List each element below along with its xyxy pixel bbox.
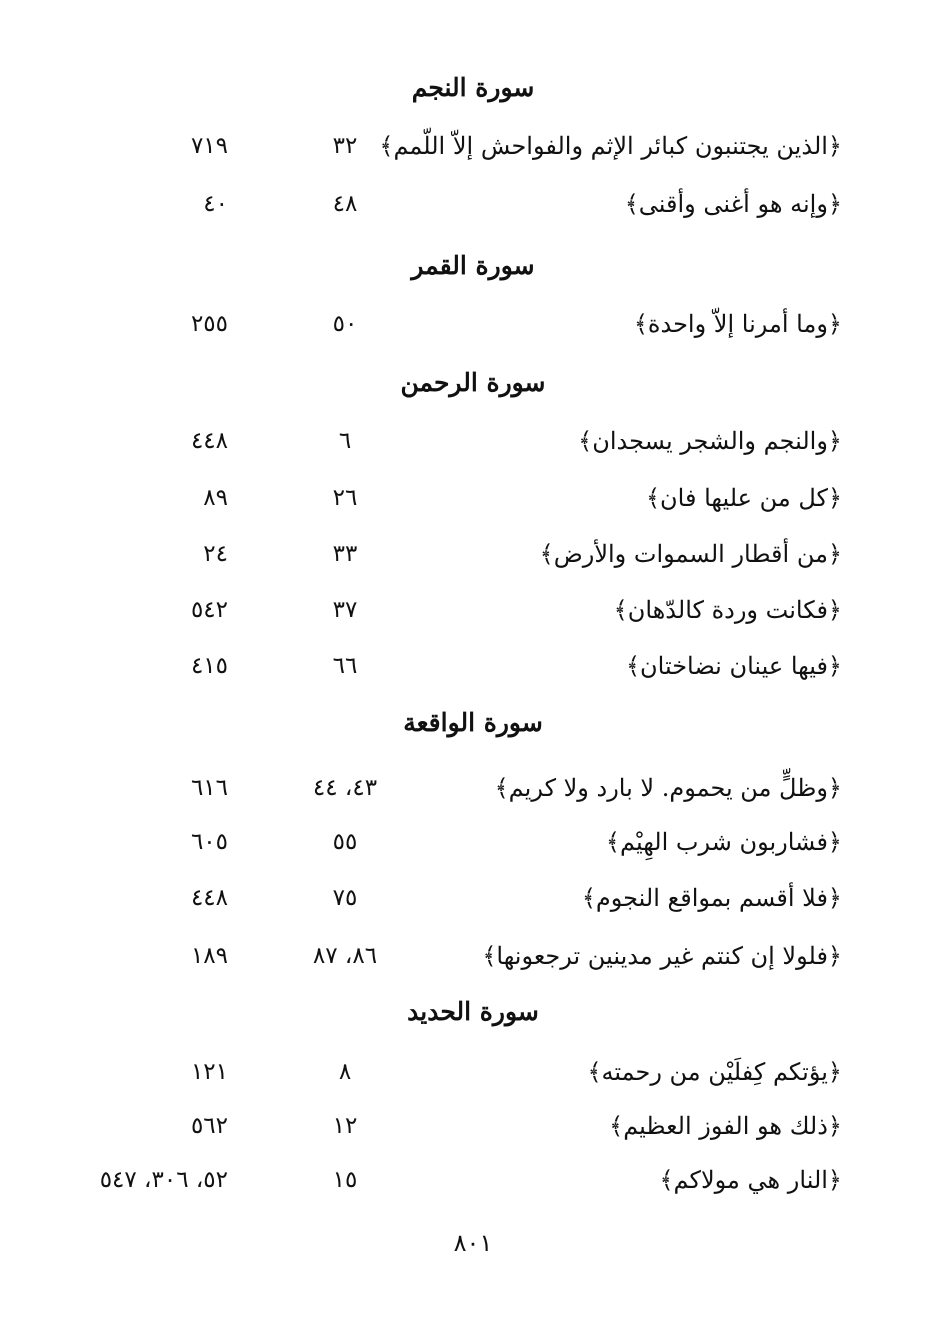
page-reference: ٧١٩	[190, 133, 228, 159]
index-entry	[0, 304, 946, 344]
verse-text: ﴿كل من عليها فان﴾	[645, 484, 842, 512]
index-entry	[0, 936, 946, 976]
verse-text: ﴿وإنه هو أغنى وأقنى﴾	[624, 190, 842, 218]
ayah-number: ٧٥	[332, 885, 358, 911]
verse-text: ﴿من أقطار السموات والأرض﴾	[539, 540, 842, 568]
page-reference: ١٢١	[190, 1059, 228, 1085]
page-reference: ٢٤	[203, 541, 228, 567]
index-entry	[0, 1106, 946, 1146]
ayah-number: ٣٢	[332, 133, 358, 159]
page-reference: ٤٠	[203, 191, 228, 217]
page-reference: ٥٦٢	[190, 1113, 228, 1139]
ayah-number: ٦	[338, 428, 352, 454]
ayah-number: ١٥	[332, 1167, 358, 1193]
index-entry	[0, 822, 946, 862]
page-reference: ٢٥٥	[190, 311, 228, 337]
ayah-number: ١٢	[332, 1113, 358, 1139]
verse-text: ﴿يؤتكم كِفلَيْن من رحمته﴾	[587, 1058, 842, 1086]
page-reference: ٦٠٥	[190, 829, 228, 855]
index-entry	[0, 646, 946, 686]
index-entry	[0, 1052, 946, 1092]
surah-title: سورة الحديد	[407, 997, 539, 1026]
page-number: ٨٠١	[453, 1229, 493, 1257]
ayah-number: ٣٣	[332, 541, 358, 567]
verse-text: ﴿وما أمرنا إلاّ واحدة﴾	[633, 310, 842, 338]
ayah-number: ٥٥	[332, 829, 358, 855]
surah-title: سورة القمر	[411, 251, 535, 280]
page-reference: ٨٩	[203, 485, 228, 511]
ayah-number: ٥٠	[332, 311, 358, 337]
surah-title: سورة الرحمن	[400, 368, 546, 397]
ayah-number: ٨	[338, 1059, 352, 1085]
index-entry	[0, 421, 946, 461]
index-entry	[0, 126, 946, 166]
verse-text: ﴿فلولا إن كنتم غير مدينين ترجعونها﴾	[482, 942, 842, 970]
ayah-number: ٢٦	[332, 485, 358, 511]
page-reference: ٤١٥	[190, 653, 228, 679]
ayah-number: ٤٣، ٤٤	[312, 775, 378, 801]
verse-text: ﴿فلا أقسم بمواقع النجوم﴾	[581, 884, 842, 912]
index-entry	[0, 590, 946, 630]
ayah-number: ٨٦، ٨٧	[312, 943, 378, 969]
page-reference: ٥٤٢	[190, 597, 228, 623]
page-reference: ٤٤٨	[190, 885, 228, 911]
ayah-number: ٤٨	[332, 191, 358, 217]
verse-text: ﴿ذلك هو الفوز العظيم﴾	[609, 1112, 842, 1140]
verse-text: ﴿فيها عينان نضاختان﴾	[625, 652, 842, 680]
verse-text: ﴿والنجم والشجر يسجدان﴾	[578, 427, 842, 455]
page-reference: ١٨٩	[190, 943, 228, 969]
surah-title: سورة النجم	[411, 73, 535, 102]
verse-text: ﴿فكانت وردة كالدّهان﴾	[613, 596, 842, 624]
surah-title: سورة الواقعة	[403, 708, 543, 737]
index-entry	[0, 184, 946, 224]
page-reference: ٥٢، ٣٠٦، ٥٤٧	[99, 1167, 228, 1193]
index-entry	[0, 534, 946, 574]
verse-text: ﴿النار هي مولاكم﴾	[659, 1166, 842, 1194]
page-reference: ٤٤٨	[190, 428, 228, 454]
page-reference: ٦١٦	[190, 775, 228, 801]
index-entry	[0, 478, 946, 518]
verse-text: ﴿فشاربون شرب الهِيْم﴾	[605, 828, 842, 856]
ayah-number: ٣٧	[332, 597, 358, 623]
ayah-number: ٦٦	[332, 653, 358, 679]
index-entry	[0, 1160, 946, 1200]
index-entry	[0, 768, 946, 808]
verse-text: ﴿وظلٍّ من يحموم. لا بارد ولا كريم﴾	[494, 774, 842, 802]
index-entry	[0, 878, 946, 918]
verse-text: ﴿الذين يجتنبون كبائر الإثم والفواحش إلاّ اللّمم﴾	[379, 132, 842, 160]
